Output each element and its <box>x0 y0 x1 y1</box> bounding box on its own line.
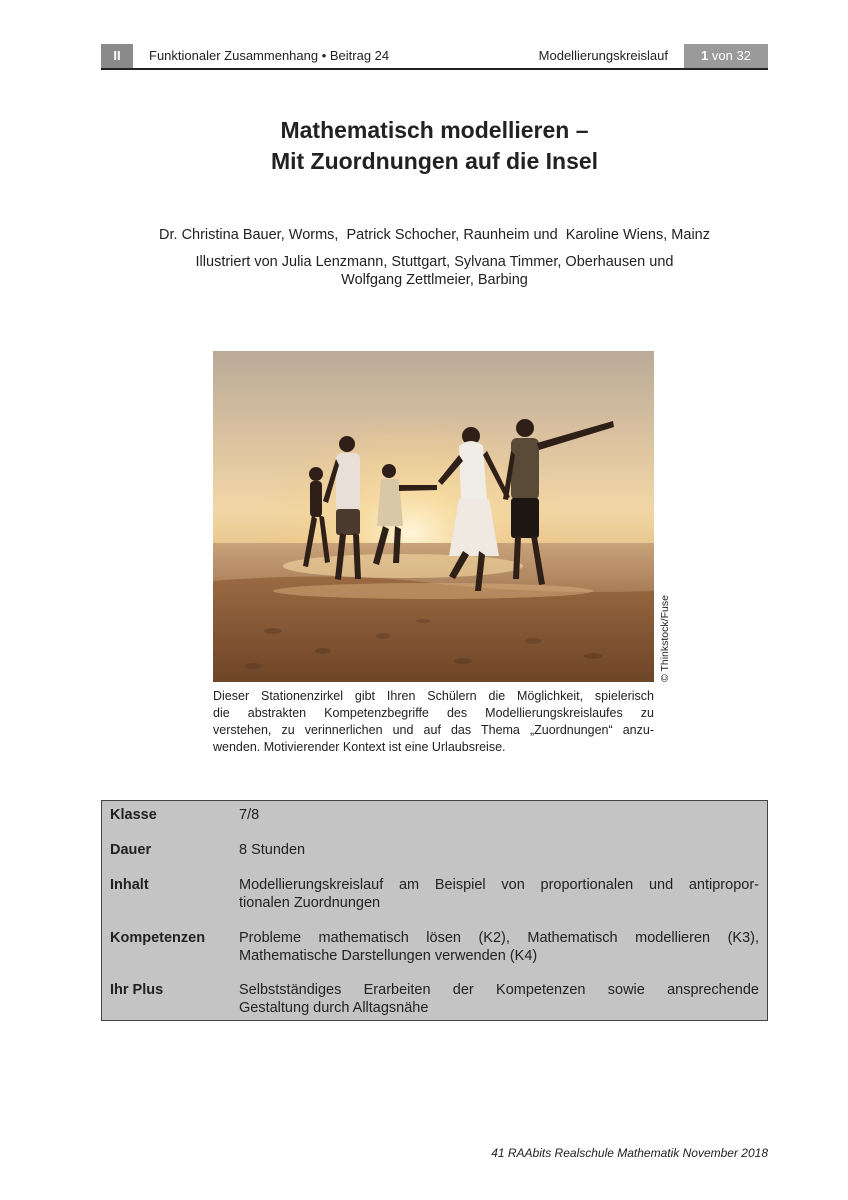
info-value <box>239 841 759 859</box>
page-header <box>101 44 768 70</box>
info-label: Dauer <box>110 842 152 858</box>
illustrators-line-2: Wolfgang Zettlmeier, Barbing <box>341 272 528 288</box>
header-series: Funktionaler Zusammenhang • Beitrag 24 <box>149 48 390 63</box>
info-value-line: 7/8 <box>239 807 260 823</box>
info-label: Ihr Plus <box>110 982 164 998</box>
title-line-1: Mathematisch modellieren – <box>280 117 589 143</box>
info-value-line: Gestaltung durch Alltagsnähe <box>239 1000 429 1016</box>
page-current: 1 <box>701 48 709 63</box>
caption-line-1: Dieser Stationenzirkel gibt Ihren Schülern die Möglichkeit, spielerisch <box>213 689 654 703</box>
info-label: Klasse <box>110 807 157 823</box>
info-value-line: Probleme mathematisch lösen (K2), Mathematisch modellieren (K3), <box>239 930 759 946</box>
illustrators-line-1: Illustriert von Julia Lenzmann, Stuttgart, Sylvana Timmer, Oberhausen und <box>195 254 674 270</box>
authors: Dr. Christina Bauer, Worms, Patrick Schocher, Raunheim und Karoline Wiens, Mainz <box>159 227 710 243</box>
photo-caption <box>213 688 654 756</box>
title-line-2: Mit Zuordnungen auf die Insel <box>270 148 599 174</box>
info-label: Kompetenzen <box>110 930 206 946</box>
header-topic: Modellierungskreislauf <box>538 48 668 63</box>
info-value <box>239 981 759 1017</box>
info-label: Inhalt <box>110 877 149 893</box>
info-value-line: 8 Stunden <box>239 842 306 858</box>
beach-family-photo <box>213 351 654 682</box>
document-title <box>101 115 768 177</box>
info-value-line: tionalen Zuordnungen <box>239 895 381 911</box>
section-badge: II <box>101 44 133 68</box>
page-total: 32 <box>736 48 751 63</box>
page-footer: 41 RAAbits Realschule Mathematik November 2018 <box>491 1146 768 1160</box>
photo-credit: © Thinkstock/Fuse <box>659 595 671 682</box>
lesson-info-box <box>101 800 768 1021</box>
info-value <box>239 806 759 824</box>
caption-line-4: wenden. Motivierender Kontext ist eine Urlaubsreise. <box>213 740 506 754</box>
info-value-line: Modellierungskreislauf am Beispiel von proportionalen und antipropor- <box>239 877 759 893</box>
page-indicator <box>684 44 768 68</box>
illustrators <box>101 253 768 289</box>
info-value-line: Mathematische Darstellungen verwenden (K4) <box>239 948 538 964</box>
page-separator: von <box>708 48 737 63</box>
caption-line-2: die abstrakten Kompetenzbegriffe des Modellierungskreislaufes zu <box>213 706 654 720</box>
caption-line-3: verstehen, zu verinnerlichen und auf das Thema „Zuordnungen“ anzu- <box>213 723 654 737</box>
info-value-line: Selbstständiges Erarbeiten der Kompetenzen sowie ansprechende <box>239 982 759 998</box>
info-value <box>239 929 759 965</box>
info-value <box>239 876 759 912</box>
